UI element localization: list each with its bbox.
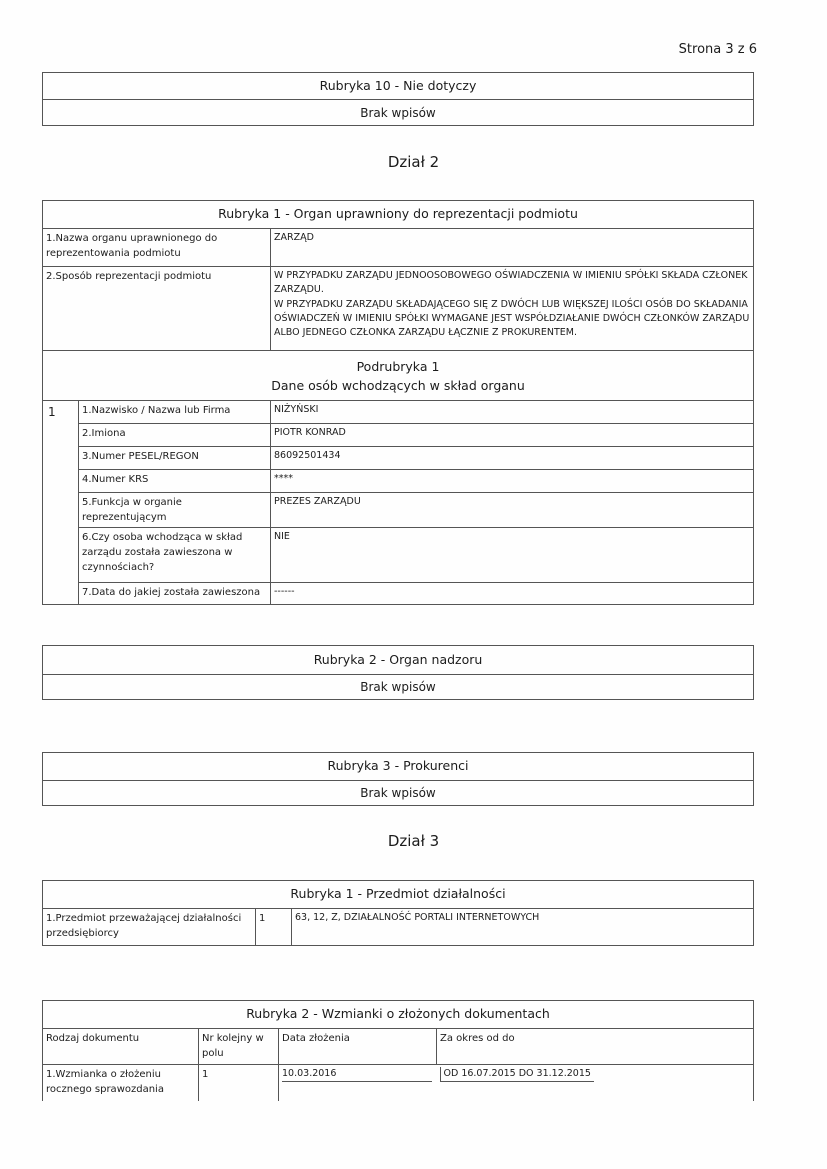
document-type: 1.Wzmianka o złożeniu rocznego sprawozdania <box>43 1065 199 1101</box>
dzial3-heading: Dział 3 <box>387 832 440 850</box>
documents-header-date: Data złożenia <box>279 1029 437 1065</box>
dzial3-rubryka1-box <box>42 880 754 946</box>
podrubryka-title: Podrubryka 1 <box>356 359 440 374</box>
person-row-label: 4.Numer KRS <box>79 470 271 493</box>
document-date-value: 10.03.2016 <box>282 1067 432 1082</box>
dzial2-rubryka3-box <box>42 752 754 806</box>
document-date <box>279 1065 437 1101</box>
documents-header-period: Za okres od do <box>437 1029 754 1065</box>
dzial2-rubryka2-box <box>42 645 754 700</box>
dzial2-rubryka1-title: Rubryka 1 - Organ uprawniony do reprezentacji podmiotu <box>43 201 754 229</box>
person-row-label: 2.Imiona <box>79 424 271 447</box>
person-row-label: 1.Nazwisko / Nazwa lub Firma <box>79 401 271 424</box>
dzial3-rubryka2-title: Rubryka 2 - Wzmianki o złożonych dokumentach <box>43 1001 754 1029</box>
rubryka10-title: Rubryka 10 - Nie dotyczy <box>43 73 754 100</box>
documents-header-type: Rodzaj dokumentu <box>43 1029 199 1065</box>
person-row-value: 86092501434 <box>271 447 754 470</box>
person-row-value: PREZES ZARZĄDU <box>271 493 754 528</box>
dzial2-rubryka3-body: Brak wpisów <box>43 781 754 806</box>
person-row-value: **** <box>271 470 754 493</box>
activity-index: 1 <box>256 909 292 946</box>
representation-line-1: W PRZYPADKU ZARZĄDU JEDNOOSOBOWEGO OŚWIADCZENIA W IMIENIU SPÓŁKI SKŁADA CZŁONEK ZARZĄDU. <box>274 270 748 296</box>
dzial2-rubryka1-box <box>42 200 754 605</box>
person-row-value: NIE <box>271 528 754 583</box>
organ-name-label: 1.Nazwa organu uprawnionego do reprezentowania podmiotu <box>43 229 271 267</box>
document-number: 1 <box>199 1065 279 1101</box>
person-index: 1 <box>43 401 79 605</box>
representation-value <box>271 267 754 351</box>
person-row-value: PIOTR KONRAD <box>271 424 754 447</box>
podrubryka-header <box>43 351 754 401</box>
rubryka10-box <box>42 72 754 126</box>
person-row-value: ------ <box>271 583 754 605</box>
activity-label: 1.Przedmiot przeważającej działalności przedsiębiorcy <box>43 909 256 946</box>
podrubryka-subtitle: Dane osób wchodzących w skład organu <box>271 378 525 394</box>
activity-value: 63, 12, Z, DZIAŁALNOŚĆ PORTALI INTERNETOWYCH <box>292 909 754 946</box>
person-row-label: 6.Czy osoba wchodząca w skład zarządu została zawieszona w czynnościach? <box>79 528 271 583</box>
representation-label: 2.Sposób reprezentacji podmiotu <box>43 267 271 351</box>
person-row-value: NIŻYŃSKI <box>271 401 754 424</box>
person-row-label: 7.Data do jakiej została zawieszona <box>79 583 271 605</box>
dzial2-rubryka3-title: Rubryka 3 - Prokurenci <box>43 753 754 781</box>
dzial2-heading: Dział 2 <box>387 153 440 171</box>
dzial2-rubryka2-title: Rubryka 2 - Organ nadzoru <box>43 646 754 675</box>
document-period <box>437 1065 754 1101</box>
person-row-label: 3.Numer PESEL/REGON <box>79 447 271 470</box>
representation-line-2: W PRZYPADKU ZARZĄDU SKŁADAJĄCEGO SIĘ Z DWÓCH LUB WIĘKSZEJ ILOŚCI OSÓB DO SKŁADANIA OŚWIADCZEŃ W IMIENIU SPÓŁKI WYMAGANE JEST WSPÓŁDZIAŁANIE DWÓCH CZŁONKÓW ZARZĄDU ALBO JEDNEGO CZŁONKA ZARZĄDU ŁĄCZNIE Z PROKURENTEM. <box>274 298 750 338</box>
dzial2-rubryka2-body: Brak wpisów <box>43 675 754 700</box>
rubryka10-body: Brak wpisów <box>43 100 754 126</box>
page-number: Strona 3 z 6 <box>678 42 757 57</box>
organ-name-value: ZARZĄD <box>271 229 754 267</box>
person-row-label: 5.Funkcja w organie reprezentującym <box>79 493 271 528</box>
document-period-value: OD 16.07.2015 DO 31.12.2015 <box>440 1067 594 1082</box>
documents-header-number: Nr kolejny w polu <box>199 1029 279 1065</box>
dzial3-rubryka2-box <box>42 1000 754 1101</box>
dzial3-rubryka1-title: Rubryka 1 - Przedmiot działalności <box>43 881 754 909</box>
